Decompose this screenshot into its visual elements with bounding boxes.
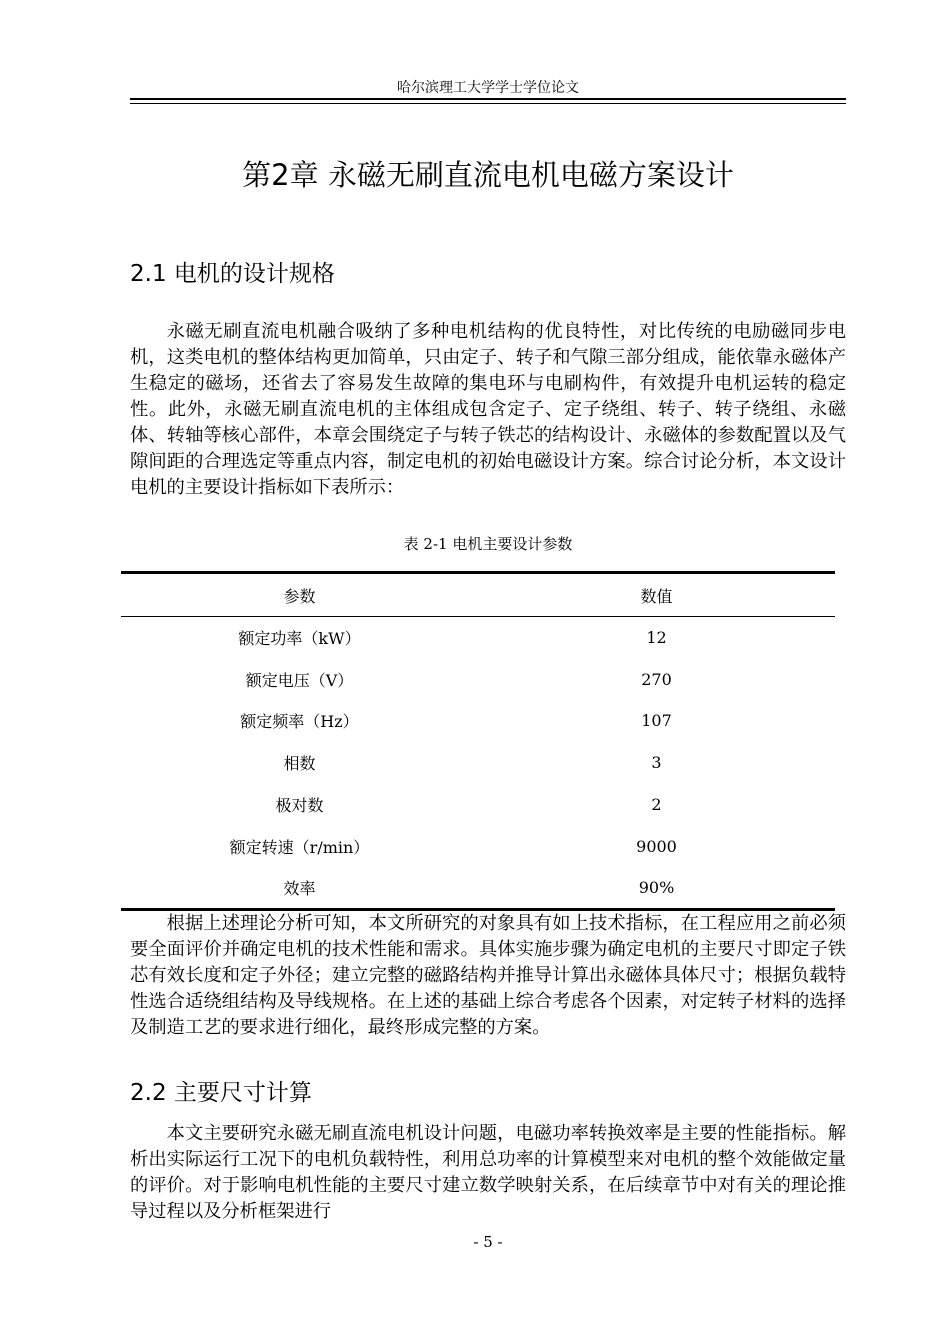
value-cell: 9000 [636,836,677,856]
table-caption: 表 2-1 电机主要设计参数 [403,535,573,553]
paragraph-main-dimensions: 本文主要研究永磁无刷直流电机设计问题，电磁功率转换效率是主要的性能指标。解析出实际运行工况下的电机负载特性，利用总功率的计算模型来对电机的整个效能做定量的评价。对于影响电机性能的主要尺寸建立数学映射关系，在后续章节中对有关的理论推导过程以及分析框架进行 [130,1123,846,1222]
table-row [121,658,835,700]
page-number: - 5 - [473,1233,503,1251]
design-parameters-table [121,571,835,911]
column-header-value: 数值 [478,573,835,617]
table-row [121,700,835,742]
running-header: 哈尔滨理工大学学士学位论文 [397,80,579,96]
parameter-cell: 额定频率（Hz） [240,712,359,732]
header-rule-thick [130,98,846,100]
section-title-2-1: 2.1 电机的设计规格 [130,261,335,287]
value-cell: 12 [646,628,667,648]
table-row [121,825,835,867]
table-row [121,742,835,784]
value-cell: 2 [651,795,662,815]
value-cell: 3 [651,753,662,773]
paragraph-analysis: 根据上述理论分析可知，本文所研究的对象具有如上技术指标，在工程应用之前必须要全面评价并确定电机的技术性能和需求。具体实施步骤为确定电机的主要尺寸即定子铁芯有效长度和定子外径；建立完整的磁路结构并推导计算出永磁体具体尺寸；根据负载特性选合适绕组结构及导线规格。在上述的基础上综合考虑各个因素，对定转子材料的选择及制造工艺的要求进行细化，最终形成完整的方案。 [130,913,846,1038]
parameter-cell: 相数 [283,754,316,774]
header-rule-thin [130,103,846,104]
parameter-cell: 极对数 [275,796,324,816]
section-title-2-2: 2.2 主要尺寸计算 [130,1080,312,1106]
column-header-parameter: 参数 [121,573,478,617]
table-row [121,867,835,909]
parameter-cell: 额定转速（r/min） [229,837,370,857]
value-cell: 90% [478,867,835,909]
value-cell: 107 [641,711,672,731]
table-row [121,784,835,826]
paragraph-intro: 永磁无刷直流电机融合吸纳了多种电机结构的优良特性，对比传统的电励磁同步电机，这类电机的整体结构更加简单，只由定子、转子和气隙三部分组成，能依靠永磁体产生稳定的磁场，还省去了容易发生故障的集电环与电刷构件，有效提升电机运转的稳定性。此外，永磁无刷直流电机的主体组成包含定子、定子绕组、转子、转子绕组、永磁体、转轴等核心部件，本章会围绕定子与转子铁芯的结构设计、永磁体的参数配置以及气隙间距的合理选定等重点内容，制定电机的初始电磁设计方案。综合讨论分析，本文设计电机的主要设计指标如下表所示： [130,321,846,498]
table-header-row [121,573,835,617]
parameter-cell: 效率 [121,867,478,909]
chapter-title: 第2章 永磁无刷直流电机电磁方案设计 [242,158,734,192]
value-cell: 270 [641,669,672,689]
parameter-cell: 额定电压（V） [245,670,354,690]
table-row [121,617,835,659]
parameter-cell: 额定功率（kW） [238,629,361,649]
